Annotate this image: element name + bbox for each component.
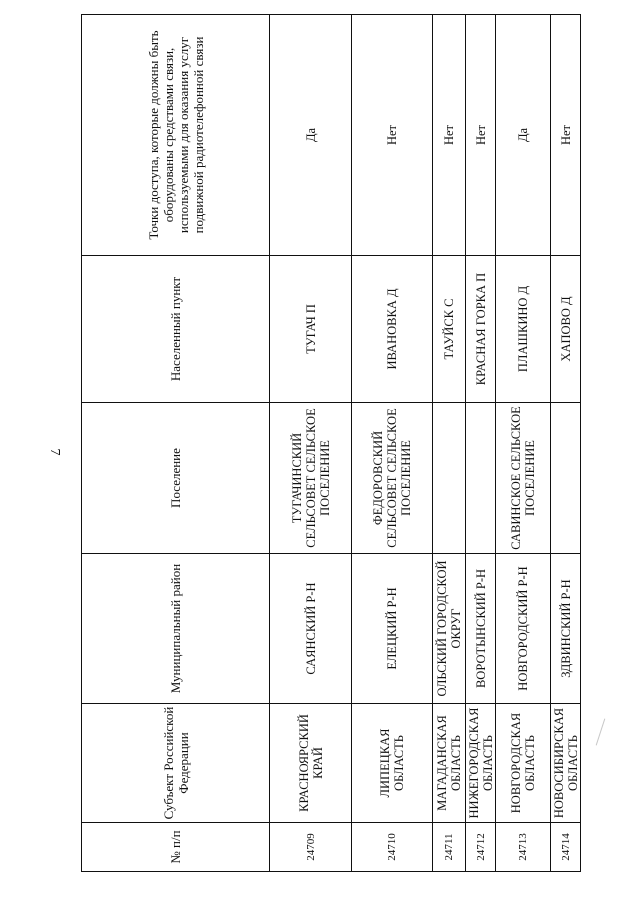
cell-subject: НОВОСИБИРСКАЯ ОБЛАСТЬ xyxy=(551,704,581,823)
cell-settlement xyxy=(466,403,496,554)
table-row xyxy=(352,15,433,872)
table-row xyxy=(466,15,496,872)
cell-subject: НИЖЕГОРОДСКАЯ ОБЛАСТЬ xyxy=(466,704,496,823)
header-no: № п/п xyxy=(82,823,270,872)
cell-locality: ИВАНОВКА Д xyxy=(352,256,433,403)
table-header-row xyxy=(82,15,270,872)
document-table xyxy=(81,14,581,872)
cell-district: ЕЛЕЦКИЙ Р-Н xyxy=(352,554,433,704)
cell-access: Да xyxy=(496,15,551,256)
cell-no: 24711 xyxy=(433,823,466,872)
cell-district: ЗДВИНСКИЙ Р-Н xyxy=(551,554,581,704)
cell-no: 24710 xyxy=(352,823,433,872)
cell-settlement: ФЕДОРОВСКИЙ СЕЛЬСОВЕТ СЕЛЬСКОЕ ПОСЕЛЕНИЕ xyxy=(352,403,433,554)
table-row xyxy=(496,15,551,872)
cell-access: Да xyxy=(270,15,352,256)
cell-no: 24713 xyxy=(496,823,551,872)
cell-settlement xyxy=(551,403,581,554)
cell-locality: ТАУЙСК С xyxy=(433,256,466,403)
cell-access: Нет xyxy=(352,15,433,256)
cell-subject: МАГАДАНСКАЯ ОБЛАСТЬ xyxy=(433,704,466,823)
header-access: Точки доступа, которые должны быть оборудованы средствами связи, используемыми для оказания услуг подвижной радиотелефонной связи xyxy=(82,15,270,256)
cell-locality: ТУГАЧ П xyxy=(270,256,352,403)
cell-access: Нет xyxy=(466,15,496,256)
header-locality: Населенный пункт xyxy=(82,256,270,403)
cell-settlement: ТУГАЧИНСКИЙ СЕЛЬСОВЕТ СЕЛЬСКОЕ ПОСЕЛЕНИЕ xyxy=(270,403,352,554)
header-subject: Субъект Российской Федерации xyxy=(82,704,270,823)
cell-access: Нет xyxy=(551,15,581,256)
cell-subject: ЛИПЕЦКАЯ ОБЛАСТЬ xyxy=(352,704,433,823)
cell-district: ВОРОТЫНСКИЙ Р-Н xyxy=(466,554,496,704)
cell-no: 24712 xyxy=(466,823,496,872)
header-district: Муниципальный район xyxy=(82,554,270,704)
cell-access: Нет xyxy=(433,15,466,256)
cell-locality: КРАСНАЯ ГОРКА П xyxy=(466,256,496,403)
table-row xyxy=(551,15,581,872)
document-table-wrapper xyxy=(81,15,580,872)
cell-district: НОВГОРОДСКИЙ Р-Н xyxy=(496,554,551,704)
scan-artifact xyxy=(596,719,606,746)
cell-locality: ХАПОВО Д xyxy=(551,256,581,403)
table-row xyxy=(270,15,352,872)
table-row xyxy=(433,15,466,872)
header-settlement: Поселение xyxy=(82,403,270,554)
cell-district: ОЛЬСКИЙ ГОРОДСКОЙ ОКРУГ xyxy=(433,554,466,704)
cell-subject: НОВГОРОДСКАЯ ОБЛАСТЬ xyxy=(496,704,551,823)
cell-no: 24714 xyxy=(551,823,581,872)
cell-district: САЯНСКИЙ Р-Н xyxy=(270,554,352,704)
page-number: 7 xyxy=(47,448,62,456)
cell-locality: ПЛАШКИНО Д xyxy=(496,256,551,403)
cell-settlement xyxy=(433,403,466,554)
cell-subject: КРАСНОЯРСКИЙ КРАЙ xyxy=(270,704,352,823)
cell-settlement: САВИНСКОЕ СЕЛЬСКОЕ ПОСЕЛЕНИЕ xyxy=(496,403,551,554)
cell-no: 24709 xyxy=(270,823,352,872)
